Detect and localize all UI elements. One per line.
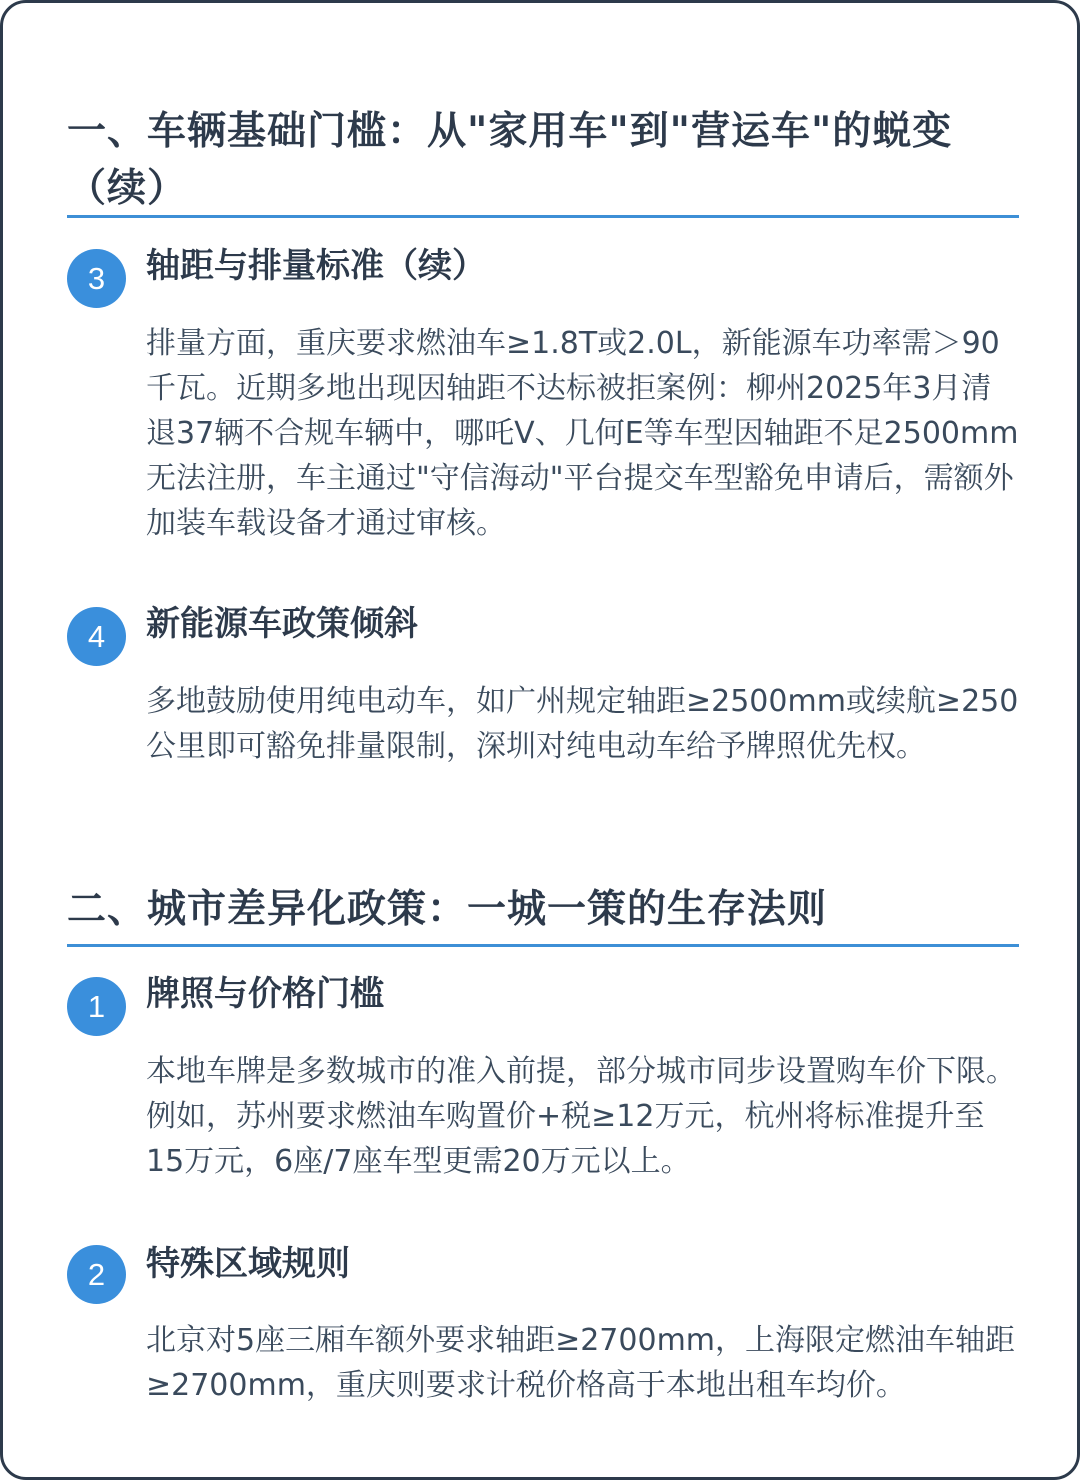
item-heading-new-energy: 新能源车政策倾斜 <box>146 604 418 644</box>
section-title-vehicle-threshold: 一、车辆基础门槛：从"家用车"到"营运车"的蜕变（续） <box>67 109 953 211</box>
item-number-badge: 1 <box>67 977 126 1036</box>
item-number-badge: 3 <box>67 249 126 308</box>
item-paragraph: 本地车牌是多数城市的准入前提，部分城市同步设置购车价下限。例如，苏州要求燃油车购置价+税≥12万元，杭州将标准提升至15万元，6座/7座车型更需20万元以上。 <box>146 1054 1016 1179</box>
item-heading-wheelbase-displacement: 轴距与排量标准（续） <box>146 246 486 286</box>
item-paragraph: 排量方面，重庆要求燃油车≥1.8T或2.0L，新能源车功率需＞90千瓦。近期多地出现因轴距不达标被拒案例：柳州2025年3月清退37辆不合规车辆中，哪吒V、几何E等车型因轴距不足2500mm无法注册，车主通过"守信海动"平台提交车型豁免申请后，需额外加装车载设备才通过审核。 <box>146 326 1019 541</box>
section-title-city-policy: 二、城市差异化政策：一城一策的生存法则 <box>67 887 828 932</box>
item-number-badge: 4 <box>67 607 126 666</box>
section-divider <box>67 944 1019 947</box>
section-divider <box>67 215 1019 218</box>
item-number-badge: 2 <box>67 1245 126 1304</box>
item-heading-special-zones: 特殊区域规则 <box>146 1244 350 1284</box>
item-paragraph: 北京对5座三厢车额外要求轴距≥2700mm，上海限定燃油车轴距≥2700mm，重庆则要求计税价格高于本地出租车均价。 <box>146 1323 1016 1403</box>
item-paragraph: 多地鼓励使用纯电动车，如广州规定轴距≥2500mm或续航≥250公里即可豁免排量限制，深圳对纯电动车给予牌照优先权。 <box>146 684 1019 764</box>
item-heading-plate-price: 牌照与价格门槛 <box>146 974 384 1014</box>
